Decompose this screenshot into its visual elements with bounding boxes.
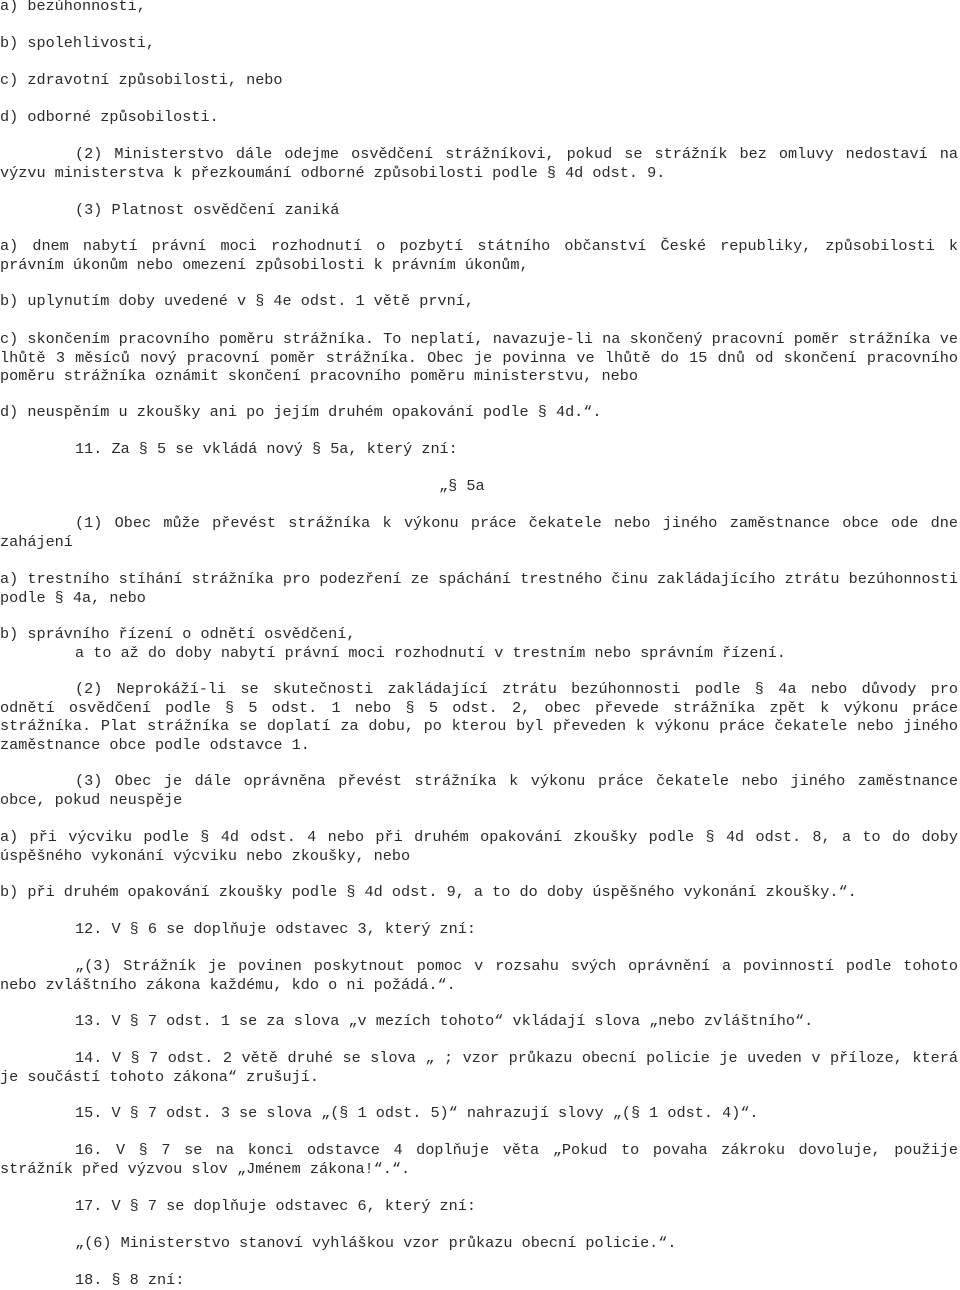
item-b-uplynuti: b) uplynutím doby uvedené v § 4e odst. 1 větě první, — [0, 292, 474, 310]
paragraph-3-opravnena: (3) Obec je dále oprávněna převést strážníka k výkonu práce čekatele nebo jiného zaměstnance obce, pokud neuspěje — [0, 772, 958, 809]
item-a-trestni-stihani: a) trestního stíhání strážníka pro podezření ze spáchání trestného činu zakládajícího ztrátu bezúhonnosti podle § 4a, nebo — [0, 570, 958, 607]
paragraph-6-vzor-prukazu: „(6) Ministerstvo stanoví vyhláškou vzor průkazu obecní policie.“. — [75, 1234, 677, 1252]
point-14: 14. V § 7 odst. 2 větě druhé se slova „ ; vzor průkazu obecní policie je uveden v příloze, která je součástí tohoto zákona“ zrušují. — [0, 1049, 958, 1086]
point-13: 13. V § 7 odst. 1 se za slova „v mezích tohoto“ vkládají slova „nebo zvláštního“. — [75, 1012, 814, 1030]
point-17-heading: 17. V § 7 se doplňuje odstavec 6, který zní: — [75, 1197, 477, 1215]
item-a-obcanstvi: a) dnem nabytí právní moci rozhodnutí o pozbytí státního občanství České republiky, způsobilosti k právním úkonům nebo omezení způsobilosti k právním úkonům, — [0, 237, 958, 274]
clause-a-to-az: a to až do doby nabytí právní moci rozhodnutí v trestním nebo správním řízení. — [75, 644, 786, 662]
paragraph-1-prevod: (1) Obec může převést strážníka k výkonu práce čekatele nebo jiného zaměstnance obce ode dne zahájení — [0, 514, 958, 551]
paragraph-2-ministerstvo: (2) Ministerstvo dále odejme osvědčení strážníkovi, pokud se strážník bez omluvy nedostaví na výzvu ministerstva k přezkoumání odborné způsobilosti podle § 4d odst. 9. — [0, 145, 958, 182]
item-c-zdravotni: c) zdravotní způsobilosti, nebo — [0, 71, 283, 89]
point-15: 15. V § 7 odst. 3 se slova „(§ 1 odst. 5)“ nahrazují slovy „(§ 1 odst. 4)“. — [75, 1104, 759, 1122]
item-b-spolehlivost: b) spolehlivosti, — [0, 34, 155, 52]
item-a-vycvik: a) při výcviku podle § 4d odst. 4 nebo při druhém opakování zkoušky podle § 4d odst. 8, a to do doby úspěšného vykonání výcviku nebo zkoušky, nebo — [0, 828, 958, 865]
point-16: 16. V § 7 se na konci odstavce 4 doplňuje věta „Pokud to povaha zákroku dovoluje, použije strážník před výzvou slov „Jménem zákona!“.“. — [0, 1141, 958, 1178]
point-18-heading: 18. § 8 zní: — [75, 1271, 185, 1289]
item-b-druhe-opakovani: b) při druhém opakování zkoušky podle § 4d odst. 9, a to do doby úspěšného vykonání zkoušky.“. — [0, 883, 857, 901]
item-c-pracovni-pomer: c) skončením pracovního poměru strážníka. To neplatí, navazuje-li na skončený pracovní poměr strážníka ve lhůtě 3 měsíců nový pracovní poměr strážníka. Obec je povinna ve lhůtě do 15 dnů od skončení pracovního poměru strážníka oznámit skončení pracovního poměru ministerstvu, nebo — [0, 330, 958, 385]
paragraph-3-platnost: (3) Platnost osvědčení zaniká — [75, 201, 340, 219]
item-b-spravni-rizeni: b) správního řízení o odnětí osvědčení, — [0, 625, 356, 643]
point-12-heading: 12. V § 6 se doplňuje odstavec 3, který zní: — [75, 920, 477, 938]
section-5a-title: „§ 5a — [439, 477, 485, 495]
paragraph-3-pomoc: „(3) Strážník je povinen poskytnout pomoc v rozsahu svých oprávnění a povinností podle tohoto nebo zvláštního zákona každému, kdo o ni požádá.“. — [0, 957, 958, 994]
point-11-heading: 11. Za § 5 se vkládá nový § 5a, který zní: — [75, 440, 458, 458]
item-d-odborna: d) odborné způsobilosti. — [0, 108, 219, 126]
paragraph-2-neprokazi: (2) Neprokáží-li se skutečnosti zakládající ztrátu bezúhonnosti podle § 4a nebo důvody pro odnětí osvědčení podle § 5 odst. 1 nebo § 5 odst. 2, obec převede strážníka zpět k výkonu práce strážníka. Plat strážníka se doplatí za dobu, po kterou byl převeden k výkonu práce čekatele nebo jiného zaměstnance obce podle odstavce 1. — [0, 680, 958, 754]
item-d-neuspeni: d) neuspěním u zkoušky ani po jejím druhém opakování podle § 4d.“. — [0, 403, 602, 421]
item-a-bezuhonnost: a) bezúhonnosti, — [0, 0, 146, 15]
